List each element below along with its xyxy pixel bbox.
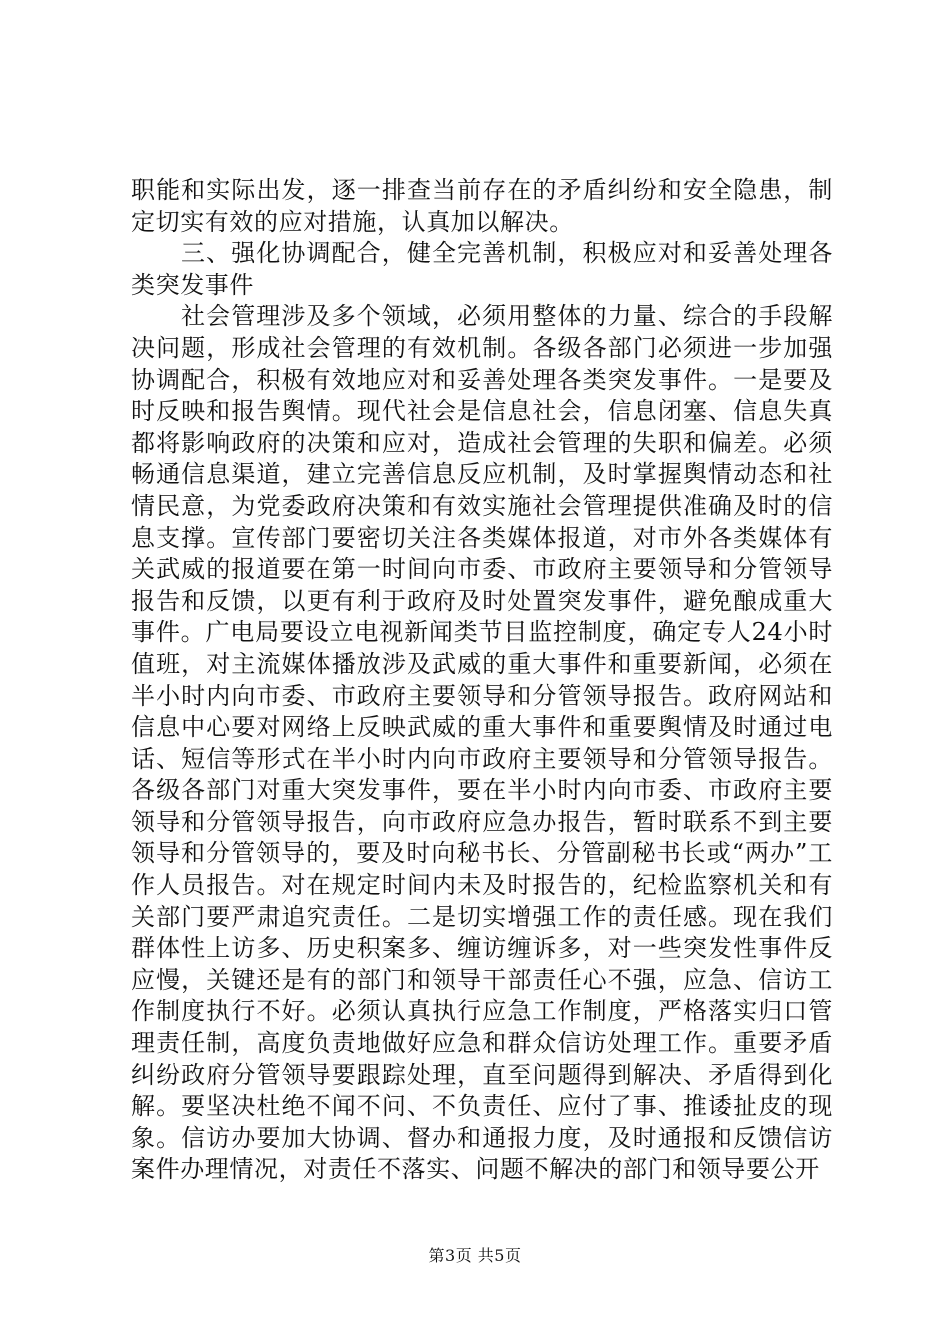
page-number-footer: 第3页 共5页 [428, 1246, 522, 1265]
section-heading: 三、强化协调配合，健全完善机制，积极应对和妥善处理各类突发事件 [131, 239, 833, 299]
document-body [131, 175, 833, 1186]
paragraph-body: 社会管理涉及多个领域，必须用整体的力量、综合的手段解决问题，形成社会管理的有效机制。各级各部门必须进一步加强协调配合，积极有效地应对和妥善处理各类突发事件。一是要及时反映和报告舆情。现代社会是信息社会，信息闭塞、信息失真都将影响政府的决策和应对，造成社会管理的失职和偏差。必须畅通信息渠道，建立完善信息反应机制，及时掌握舆情动态和社情民意，为党委政府决策和有效实施社会管理提供准确及时的信息支撑。宣传部门要密切关注各类媒体报道，对市外各类媒体有关武威的报道要在第一时间向市委、市政府主要领导和分管领导报告和反馈，以更有利于政府及时处置突发事件，避免酿成重大事件。广电局要设立电视新闻类节目监控制度，确定专人24小时值班，对主流媒体播放涉及武威的重大事件和重要新闻，必须在半小时内向市委、市政府主要领导和分管领导报告。政府网站和信息中心要对网络上反映武威的重大事件和重要舆情及时通过电话、短信等形式在半小时内向市政府主要领导和分管领导报告。各级各部门对重大突发事件，要在半小时内向市委、市政府主要领导和分管领导报告，向市政府应急办报告，暂时联系不到主要领导和分管领导的，要及时向秘书长、分管副秘书长或“两办”工作人员报告。对在规定时间内未及时报告的，纪检监察机关和有关部门要严肃追究责任。二是切实增强工作的责任感。现在我们群体性上访多、历史积案多、缠访缠诉多，对一些突发性事件反应慢，关键还是有的部门和领导干部责任心不强，应急、信访工作制度执行不好。必须认真执行应急工作制度，严格落实归口管理责任制，高度负责地做好应急和群众信访处理工作。重要矛盾纠纷政府分管领导要跟踪处理，直至问题得到解决、矛盾得到化解。要坚决杜绝不闻不问、不负责任、应付了事、推诿扯皮的现象。信访办要加大协调、督办和通报力度，及时通报和反馈信访案件办理情况，对责任不落实、问题不解决的部门和领导要公开 [131, 302, 833, 1184]
paragraph-continuation: 职能和实际出发，逐一排查当前存在的矛盾纠纷和安全隐患，制定切实有效的应对措施，认真加以解决。 [131, 176, 833, 236]
